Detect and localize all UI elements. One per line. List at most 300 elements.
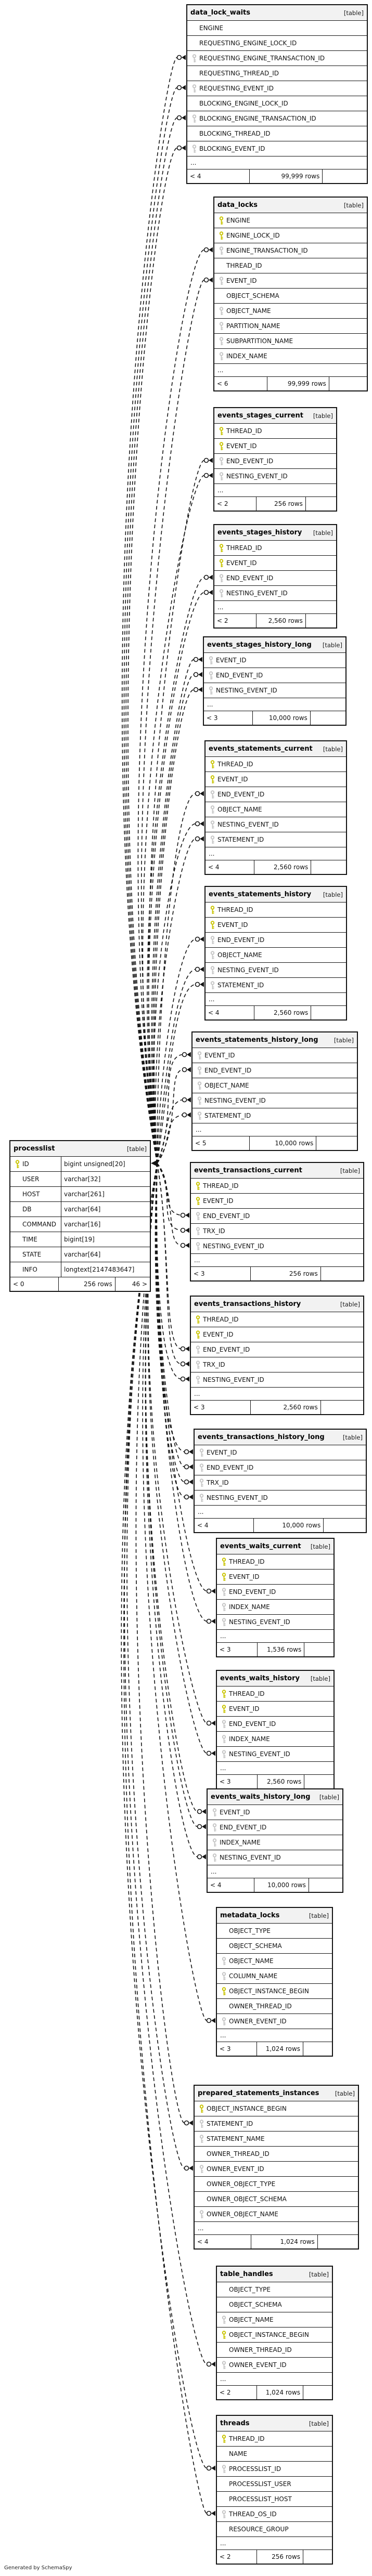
table-node-threads — [216, 2415, 333, 2565]
table-name[interactable]: events_statements_history_long — [196, 1036, 318, 1044]
column-row — [217, 1686, 333, 1702]
column-name: STATEMENT_ID — [217, 982, 264, 989]
column-name: NESTING_EVENT_ID — [217, 966, 279, 974]
column-row — [206, 832, 346, 847]
foreign-key-icon — [195, 1051, 204, 1060]
column-name: DB — [22, 1206, 32, 1213]
column-row — [214, 439, 336, 454]
arrowhead-icon — [200, 836, 204, 842]
foreign-key-icon — [189, 84, 199, 93]
zero-many-circle — [181, 1377, 185, 1381]
table-type-tag: [table] — [309, 2270, 329, 2278]
column-row — [206, 978, 346, 993]
arrowhead-icon — [209, 590, 213, 595]
column-row — [217, 1732, 333, 1747]
table-node-events_stages_history_long — [203, 636, 347, 726]
arrowhead-icon — [198, 657, 202, 662]
zero-many-circle — [196, 937, 200, 942]
column-row — [204, 653, 345, 668]
column-row — [204, 668, 345, 683]
column-name: NESTING_EVENT_ID — [220, 1854, 281, 1861]
primary-key-icon — [216, 216, 226, 225]
table-node-data_locks — [213, 197, 368, 391]
column-row — [217, 2431, 332, 2447]
arrowhead-icon — [182, 146, 186, 151]
column-name: THREAD_ID — [229, 1690, 265, 1697]
column-type: longtext[2147483647] — [61, 1262, 148, 1277]
column-row — [217, 2282, 332, 2297]
column-row — [217, 1999, 332, 2014]
zero-many-circle — [198, 1855, 202, 1859]
zero-many-circle — [204, 459, 209, 463]
table-name[interactable]: data_lock_waits — [190, 9, 250, 17]
column-row — [195, 1490, 366, 1506]
zero-many-circle — [183, 1053, 187, 1057]
fk-link-events_statements_current-NESTING_EVENT_ID — [153, 824, 195, 1163]
parent-degree — [304, 1775, 333, 1788]
child-degree: < 4 — [208, 864, 220, 871]
column-name: HOST — [22, 1191, 40, 1198]
column-row — [217, 2327, 332, 2343]
foreign-key-icon — [193, 1212, 203, 1221]
row-count: 2,560 rows — [254, 860, 311, 874]
arrowhead-icon — [211, 2362, 215, 2367]
row-count: 10,000 rows — [253, 1519, 323, 1532]
foreign-key-icon — [219, 1972, 229, 1981]
table-type-tag: [table] — [313, 412, 333, 420]
column-row — [214, 273, 367, 289]
child-degree: < 5 — [195, 1140, 207, 1147]
column-name: INDEX_NAME — [229, 1603, 270, 1611]
foreign-key-icon — [219, 1720, 229, 1729]
column-name: END_EVENT_ID — [226, 574, 274, 582]
zero-many-circle — [204, 248, 209, 252]
fk-link-events_transactions_history-NESTING_EVENT_ID — [157, 1163, 181, 1379]
table-footer — [10, 1277, 150, 1291]
column-row — [217, 1615, 333, 1630]
foreign-key-icon — [216, 307, 226, 316]
row-count: 2,560 rows — [256, 614, 305, 627]
primary-key-icon — [219, 1705, 229, 1714]
column-type: varchar[16] — [61, 1217, 148, 1232]
table-name[interactable]: data_locks — [217, 201, 258, 209]
foreign-key-icon — [206, 686, 216, 695]
column-name: NESTING_EVENT_ID — [226, 590, 288, 597]
foreign-key-icon — [197, 1463, 207, 1472]
column-name: PROCESSLIST_USER — [229, 2480, 291, 2488]
column-name: EVENT_ID — [229, 1705, 260, 1712]
foreign-key-icon — [197, 1448, 207, 1457]
arrowhead-icon — [200, 791, 204, 796]
arrowhead-icon — [200, 967, 204, 972]
table-type-tag: [table] — [340, 1167, 360, 1174]
table-node-events_transactions_current — [190, 1162, 364, 1282]
column-name: THREAD_ID — [226, 544, 262, 552]
column-row — [191, 1224, 363, 1239]
table-header[interactable] — [214, 525, 336, 541]
table-type-tag: [table] — [335, 2089, 355, 2097]
arrowhead-icon — [200, 982, 204, 987]
foreign-key-icon — [197, 2120, 207, 2128]
arrowhead-icon — [202, 1854, 206, 1860]
table-header[interactable] — [195, 2086, 358, 2101]
arrowhead-icon — [211, 1751, 215, 1756]
arrowhead-icon — [211, 2466, 215, 2471]
row-count: 256 rows — [256, 497, 305, 511]
zero-many-circle — [207, 2466, 211, 2470]
fk-link-events_statements_history_long-STATEMENT_ID — [157, 1115, 182, 1163]
foreign-key-icon — [193, 1227, 203, 1236]
table-name[interactable]: processlist — [14, 1145, 55, 1153]
column-row — [191, 1327, 363, 1342]
primary-key-icon — [219, 2331, 229, 2339]
table-name[interactable]: prepared_statements_instances — [198, 2089, 319, 2097]
column-row — [217, 1924, 332, 1939]
parent-degree — [309, 1878, 342, 1892]
column-name: EVENT_ID — [204, 1052, 235, 1059]
zero-many-circle — [181, 1362, 185, 1366]
foreign-key-icon — [197, 2210, 207, 2219]
table-header[interactable] — [191, 1297, 363, 1312]
column-name: END_EVENT_ID — [216, 672, 263, 679]
column-name: END_EVENT_ID — [229, 1720, 276, 1728]
row-count: 2,560 rows — [250, 1401, 320, 1414]
table-footer — [217, 2042, 332, 2056]
column-name: BLOCKING_ENGINE_LOCK_ID — [199, 100, 288, 107]
column-type: varchar[261] — [61, 1187, 148, 1201]
column-name: END_EVENT_ID — [217, 936, 265, 944]
zero-many-circle — [183, 1098, 187, 1102]
column-row — [208, 1805, 342, 1820]
row-count: 2,560 rows — [257, 1775, 304, 1788]
foreign-key-icon — [195, 1096, 204, 1105]
table-type-tag: [table] — [319, 1793, 339, 1801]
column-row — [214, 228, 367, 243]
column-name: END_EVENT_ID — [203, 1212, 250, 1220]
anchor-arrowhead-icon — [151, 1160, 157, 1166]
foreign-key-icon — [216, 322, 226, 331]
column-row — [193, 1063, 357, 1078]
column-name: THREAD_ID — [203, 1316, 239, 1323]
zero-many-circle — [196, 822, 200, 826]
column-row — [214, 304, 367, 319]
fk-link-events_statements_history-NESTING_EVENT_ID — [157, 970, 195, 1163]
row-count: 99,999 rows — [249, 169, 323, 183]
child-degree: < 3 — [207, 714, 218, 722]
column-row — [195, 2147, 358, 2162]
foreign-key-icon — [219, 2465, 229, 2474]
table-header[interactable] — [214, 408, 336, 424]
arrowhead-icon — [189, 1464, 193, 1470]
table-name[interactable]: events_statements_current — [209, 745, 313, 753]
table-node-events_transactions_history — [190, 1296, 364, 1415]
foreign-key-icon — [216, 246, 226, 255]
foreign-key-icon — [219, 2316, 229, 2324]
more-columns-indicator: ... — [214, 364, 367, 377]
table-header[interactable] — [193, 1032, 357, 1048]
column-name: OWNER_OBJECT_SCHEMA — [207, 2195, 287, 2203]
table-type-tag: [table] — [323, 891, 343, 898]
column-name: NAME — [229, 2450, 248, 2457]
column-type: varchar[64] — [61, 1202, 148, 1217]
column-name: THREAD_ID — [226, 427, 262, 435]
more-columns-indicator: ... — [187, 156, 367, 169]
primary-key-icon — [216, 559, 226, 568]
column-name: OBJECT_INSTANCE_BEGIN — [229, 1987, 309, 1995]
column-row — [195, 2162, 358, 2177]
column-name: EVENT_ID — [203, 1331, 234, 1338]
table-type-tag: [table] — [343, 201, 364, 209]
foreign-key-icon — [210, 1853, 220, 1862]
column-row — [217, 1969, 332, 1984]
fk-link-events_statements_history_long-EVENT_ID — [157, 1055, 182, 1163]
child-degree: < 3 — [194, 1404, 205, 1411]
zero-many-circle — [177, 116, 182, 120]
table-footer — [206, 860, 346, 874]
column-name: PROCESSLIST_ID — [229, 2465, 281, 2473]
zero-many-circle — [196, 792, 200, 796]
child-degree: < 3 — [194, 1270, 205, 1277]
foreign-key-icon — [208, 790, 217, 799]
column-row — [217, 2522, 332, 2537]
column-name: BLOCKING_EVENT_ID — [199, 145, 265, 152]
zero-many-circle — [177, 146, 182, 150]
table-footer — [214, 614, 336, 627]
table-name[interactable]: events_statements_history — [209, 891, 312, 898]
foreign-key-icon — [216, 589, 226, 598]
table-name[interactable]: table_handles — [220, 2270, 273, 2278]
child-degree: < 2 — [217, 617, 228, 624]
column-row — [10, 1232, 150, 1247]
more-columns-indicator: ... — [217, 2029, 332, 2042]
primary-key-icon — [219, 1558, 229, 1566]
foreign-key-icon — [208, 805, 217, 814]
fk-link-events_statements_history_long-END_EVENT_ID — [157, 1070, 182, 1163]
arrowhead-icon — [185, 1362, 189, 1367]
foreign-key-icon — [219, 1957, 229, 1966]
column-row — [217, 2447, 332, 2462]
column-row — [187, 21, 367, 36]
arrowhead-icon — [182, 55, 186, 60]
table-name[interactable]: events_stages_history_long — [207, 641, 312, 649]
column-row — [187, 126, 367, 141]
zero-many-circle — [198, 1810, 202, 1814]
foreign-key-icon — [193, 1242, 203, 1251]
table-header[interactable] — [206, 887, 346, 903]
table-node-data_lock_waits — [186, 4, 368, 184]
table-name[interactable]: events_stages_current — [217, 412, 303, 420]
row-count: 256 rows — [256, 2550, 303, 2564]
column-name: THREAD_ID — [229, 2435, 265, 2442]
column-row — [208, 1820, 342, 1835]
parent-degree — [322, 169, 367, 183]
table-header[interactable] — [206, 741, 346, 757]
table-name[interactable]: threads — [220, 2420, 250, 2427]
column-row — [191, 1179, 363, 1194]
table-name[interactable]: events_waits_history_long — [211, 1793, 311, 1801]
zero-many-circle — [196, 837, 200, 841]
table-name[interactable]: metadata_locks — [220, 1912, 280, 1919]
table-footer — [191, 1267, 363, 1280]
table-name[interactable]: events_waits_history — [220, 1675, 300, 1682]
column-name: TRX_ID — [203, 1361, 225, 1368]
column-name: THREAD_OS_ID — [229, 2510, 277, 2518]
table-footer — [217, 2550, 332, 2564]
table-name[interactable]: events_transactions_history — [194, 1300, 301, 1308]
table-type-tag: [table] — [333, 1036, 354, 1044]
column-row — [10, 1187, 150, 1202]
arrowhead-icon — [209, 278, 213, 283]
table-header[interactable] — [204, 637, 345, 653]
arrowhead-icon — [185, 1346, 189, 1352]
table-header[interactable] — [217, 1671, 333, 1686]
arrowhead-icon — [189, 1495, 193, 1500]
column-name: ENGINE — [199, 24, 223, 32]
primary-key-icon — [12, 1160, 22, 1169]
fk-link-events_statements_current-STATEMENT_ID — [156, 839, 195, 1163]
zero-many-circle — [196, 983, 200, 987]
column-name: EVENT_ID — [207, 1449, 237, 1456]
column-row — [191, 1209, 363, 1224]
arrowhead-icon — [182, 115, 186, 121]
primary-key-icon — [216, 231, 226, 240]
column-type: varchar[64] — [61, 1247, 148, 1262]
zero-many-circle — [181, 1347, 185, 1351]
column-row — [195, 1475, 366, 1490]
column-name: OBJECT_NAME — [217, 806, 262, 813]
table-header[interactable] — [217, 2267, 332, 2282]
zero-many-circle — [194, 673, 198, 677]
table-header[interactable] — [195, 1430, 366, 1445]
column-name: REQUESTING_EVENT_ID — [199, 85, 274, 92]
arrowhead-icon — [187, 1097, 191, 1103]
column-row — [195, 2132, 358, 2147]
table-header[interactable] — [217, 2416, 332, 2431]
column-row — [10, 1247, 150, 1262]
column-name: END_EVENT_ID — [203, 1346, 250, 1353]
arrowhead-icon — [198, 687, 202, 692]
zero-many-circle — [207, 2362, 211, 2366]
table-footer — [208, 1878, 342, 1892]
table-name[interactable]: events_transactions_history_long — [198, 1433, 325, 1441]
column-row — [187, 141, 367, 156]
primary-key-icon — [193, 1182, 203, 1191]
more-columns-indicator: ... — [206, 993, 346, 1006]
foreign-key-icon — [189, 114, 199, 123]
parent-degree — [303, 2550, 332, 2564]
zero-many-circle — [181, 1228, 185, 1233]
primary-key-icon — [219, 2435, 229, 2443]
arrowhead-icon — [185, 1243, 189, 1248]
more-columns-indicator: ... — [195, 2222, 358, 2235]
table-header[interactable] — [208, 1789, 342, 1805]
child-degree: < 3 — [220, 1778, 231, 1785]
fk-link-events_transactions_history_long-TRX_ID — [157, 1163, 184, 1482]
zero-many-circle — [183, 1068, 187, 1072]
table-node-metadata_locks — [216, 1907, 333, 2057]
column-row — [217, 1570, 333, 1585]
column-row — [206, 948, 346, 963]
column-row — [206, 903, 346, 918]
column-name: NESTING_EVENT_ID — [204, 1097, 266, 1104]
table-type-tag: [table] — [323, 745, 343, 753]
foreign-key-icon — [208, 936, 217, 945]
child-degree: < 4 — [197, 1522, 209, 1529]
table-node-prepared_statements_instances — [194, 2085, 359, 2250]
arrowhead-icon — [185, 1213, 189, 1218]
column-name: OBJECT_TYPE — [229, 2286, 271, 2293]
column-name: OWNER_OBJECT_TYPE — [207, 2180, 276, 2188]
column-row — [217, 2507, 332, 2522]
column-name: OWNER_EVENT_ID — [229, 2018, 287, 2025]
table-header[interactable] — [214, 198, 367, 213]
row-count: 2,560 rows — [254, 1006, 311, 1019]
table-footer — [217, 2386, 332, 2399]
table-type-tag: [table] — [309, 2420, 329, 2427]
parent-degree — [311, 860, 346, 874]
row-count: 10,000 rows — [254, 1878, 309, 1892]
zero-many-circle — [185, 1480, 189, 1484]
more-columns-indicator: ... — [204, 698, 345, 711]
column-name: INFO — [22, 1266, 37, 1273]
column-name: OBJECT_SCHEMA — [229, 2301, 282, 2308]
column-name: OBJECT_NAME — [229, 2316, 274, 2323]
column-row — [217, 1954, 332, 1969]
column-row — [187, 36, 367, 51]
table-header[interactable] — [10, 1141, 150, 1157]
zero-many-circle — [185, 1495, 189, 1499]
column-name: INDEX_NAME — [229, 1735, 270, 1743]
foreign-key-icon — [216, 352, 226, 361]
table-name[interactable]: events_transactions_current — [194, 1167, 302, 1174]
table-header[interactable] — [187, 5, 367, 21]
table-node-events_waits_history_long — [207, 1788, 343, 1893]
table-header[interactable] — [217, 1908, 332, 1924]
column-row — [195, 2177, 358, 2192]
row-count: 10,000 rows — [249, 1136, 316, 1150]
column-row — [195, 2101, 358, 2116]
foreign-key-icon — [219, 2017, 229, 2026]
table-name[interactable]: events_waits_current — [220, 1542, 301, 1550]
column-name: COMMAND — [22, 1221, 56, 1228]
column-name: OBJECT_SCHEMA — [226, 292, 279, 299]
zero-many-circle — [207, 2512, 211, 2516]
foreign-key-icon — [193, 1361, 203, 1369]
fk-link-data_lock_waits-BLOCKING_ENGINE_TRANSACTION_ID — [126, 118, 177, 1163]
table-header[interactable] — [217, 1539, 333, 1554]
column-row — [214, 454, 336, 469]
parent-degree: 46 > — [115, 1277, 150, 1291]
arrowhead-icon — [198, 672, 202, 677]
column-row — [195, 2192, 358, 2207]
column-name: OBJECT_SCHEMA — [229, 1942, 282, 1950]
column-row — [214, 424, 336, 439]
arrowhead-icon — [189, 1480, 193, 1485]
parent-degree — [304, 1643, 333, 1656]
child-degree: < 3 — [220, 1646, 231, 1653]
fk-link-events_stages_history_long-END_EVENT_ID — [153, 675, 194, 1163]
zero-many-circle — [198, 1825, 202, 1829]
column-name: NESTING_EVENT_ID — [203, 1376, 264, 1383]
table-name[interactable]: events_stages_history — [217, 529, 302, 537]
row-count: 1,536 rows — [257, 1643, 304, 1656]
column-name: END_EVENT_ID — [229, 1588, 276, 1596]
column-name: TRX_ID — [207, 1479, 229, 1486]
arrowhead-icon — [209, 458, 213, 463]
table-header[interactable] — [191, 1163, 363, 1179]
column-name: OBJECT_NAME — [217, 951, 262, 959]
primary-key-icon — [193, 1197, 203, 1206]
